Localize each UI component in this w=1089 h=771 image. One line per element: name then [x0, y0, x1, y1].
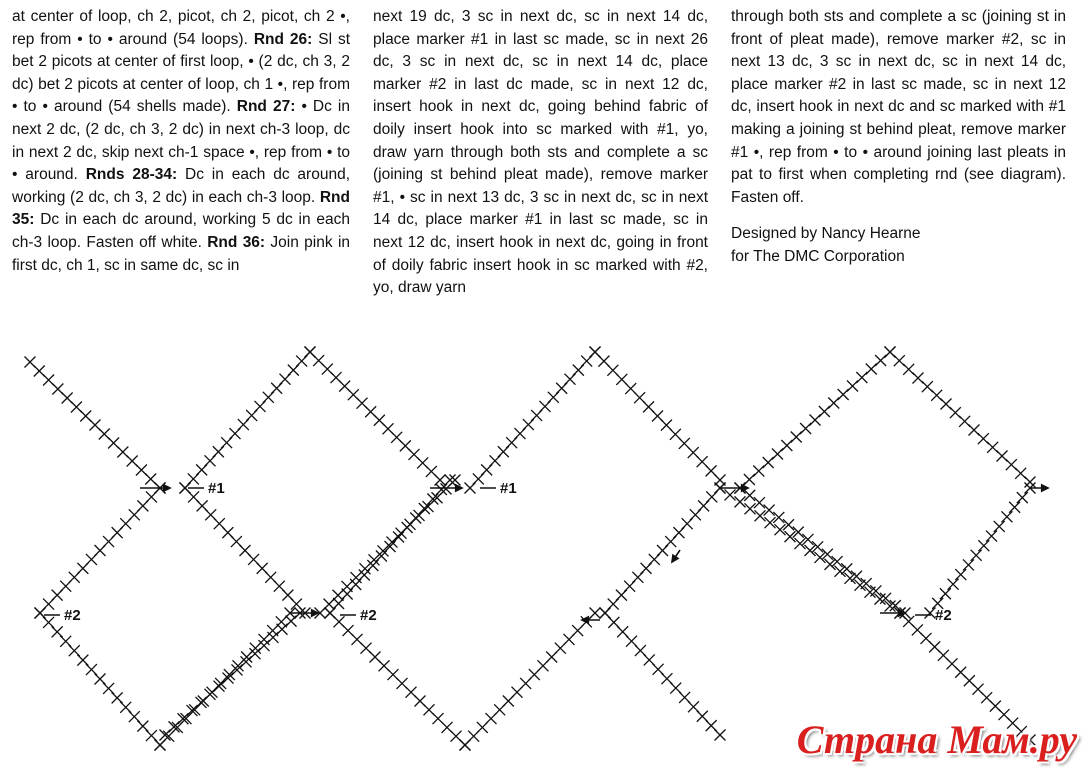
- joining-arrow: [672, 550, 680, 562]
- joining-arrow: [140, 485, 170, 491]
- text: • Dc in next 2 dc, (2 dc, ch 3, 2 dc) in next ch-3 loop, dc in next 2 dc, skip next ch-1 space •, rep from • to • around.: [12, 98, 350, 184]
- stitch-segment: [25, 357, 166, 494]
- svg-text:#1: #1: [208, 480, 225, 497]
- joining-arrow: [880, 610, 905, 616]
- text: Join pink in first dc, ch 1, sc in same dc, sc in: [12, 233, 351, 274]
- stitch-segment: [460, 608, 601, 751]
- joining-arrow: [290, 610, 318, 616]
- stitch-segment: [160, 608, 306, 741]
- pleat-diagram: [0, 330, 1089, 771]
- marker-label: [340, 607, 377, 624]
- stitch-segment: [735, 483, 911, 619]
- text: at center of loop, ch 2, picot, ch 2, picot, ch 2 •, rep from • to • around (54 loops).: [12, 8, 350, 48]
- stitch-segment: [600, 608, 726, 741]
- stitch-segment: [35, 483, 166, 619]
- credit-line: for The DMC Corporation: [731, 247, 905, 265]
- round-label: Rnds 28-34:: [85, 166, 178, 184]
- round-label: Rnd 26:: [253, 30, 313, 48]
- watermark-logo: Страна Мам.ру: [796, 717, 1077, 762]
- stitch-segment: [35, 608, 166, 751]
- stitch-segment: [315, 475, 461, 619]
- stitch-segment: [180, 347, 316, 494]
- round-label: Rnd 35:: [12, 188, 350, 229]
- stitch-segment: [715, 483, 906, 619]
- svg-text:#2: #2: [64, 607, 81, 624]
- text: Dc in each dc around, working 5 dc in each ch-3 loop. Fasten off white.: [12, 211, 350, 251]
- stitch-segment: [735, 347, 896, 494]
- text: Dc in each dc around, working (2 dc, ch 3, 2 dc) in each ch-3 loop.: [12, 166, 350, 206]
- stitch-segment: [305, 347, 446, 486]
- stitch-rows: [25, 347, 1036, 751]
- instructions-column-2: [373, 6, 708, 300]
- credit-line: Designed by Nancy Hearne: [731, 225, 921, 243]
- marker-label: [188, 480, 225, 497]
- stitch-segment: [885, 347, 1036, 488]
- joining-arrows: [140, 485, 1048, 623]
- marker-label: [480, 480, 517, 497]
- svg-text:#2: #2: [935, 607, 952, 624]
- stitch-segment: [325, 475, 456, 619]
- designer-credit: [731, 223, 1066, 268]
- text: Sl st bet 2 picots at center of first loop, • (2 dc, ch 3, 2 dc) bet 2 picots at center of loop, ch 1 •, rep from • to • around (54 shells made).: [12, 30, 350, 116]
- instructions-column-1: [12, 6, 350, 277]
- paragraph: through both sts and complete a sc (joining st in front of pleat made), remove marker #2, sc in next 13 dc, 3 sc in next dc, sc in next 14 dc, place marker #2 in last sc made, sc in next 12 dc, insert hook in next dc and sc marked with #1 making a joining st behind pleat, remove marker #1 •, rep from • to • around joining last pleats in pat to first when completing rnd (see diagram). Fasten off.: [731, 8, 1066, 206]
- stitch-segment: [925, 483, 1036, 619]
- instructions-column-3: [731, 6, 1066, 269]
- paragraph: [12, 6, 350, 277]
- round-label: Rnd 27:: [236, 98, 296, 116]
- marker-labels: [44, 480, 952, 624]
- stitch-segment: [325, 608, 471, 751]
- svg-text:#2: #2: [360, 607, 377, 624]
- stitch-segment: [600, 483, 726, 619]
- stitch-segment: [180, 483, 311, 619]
- svg-text:#1: #1: [500, 480, 517, 497]
- joining-arrow: [430, 485, 462, 491]
- stitch-segment: [590, 347, 726, 486]
- round-label: Rnd 36:: [207, 233, 266, 251]
- stitch-segment: [465, 347, 601, 494]
- paragraph: next 19 dc, 3 sc in next dc, sc in next 14 dc, place marker #1 in last sc made, sc in next 26 dc, 3 sc in next dc, sc in next 14 dc, place marker #2 in last dc made, sc in next 12 dc, insert hook in next dc, going behind fabric of doily insert hook into sc marked with #1, yo, draw yarn through both sts and complete a sc (joining st behind pleat made), remove marker #1, • sc in next 13 dc, 3 sc in next dc, sc in next 14 dc, place marker #1 in last sc made, sc in next 12 dc, insert hook in next dc, going in front of doily fabric insert hook in sc marked with #2, yo, draw yarn: [373, 8, 708, 297]
